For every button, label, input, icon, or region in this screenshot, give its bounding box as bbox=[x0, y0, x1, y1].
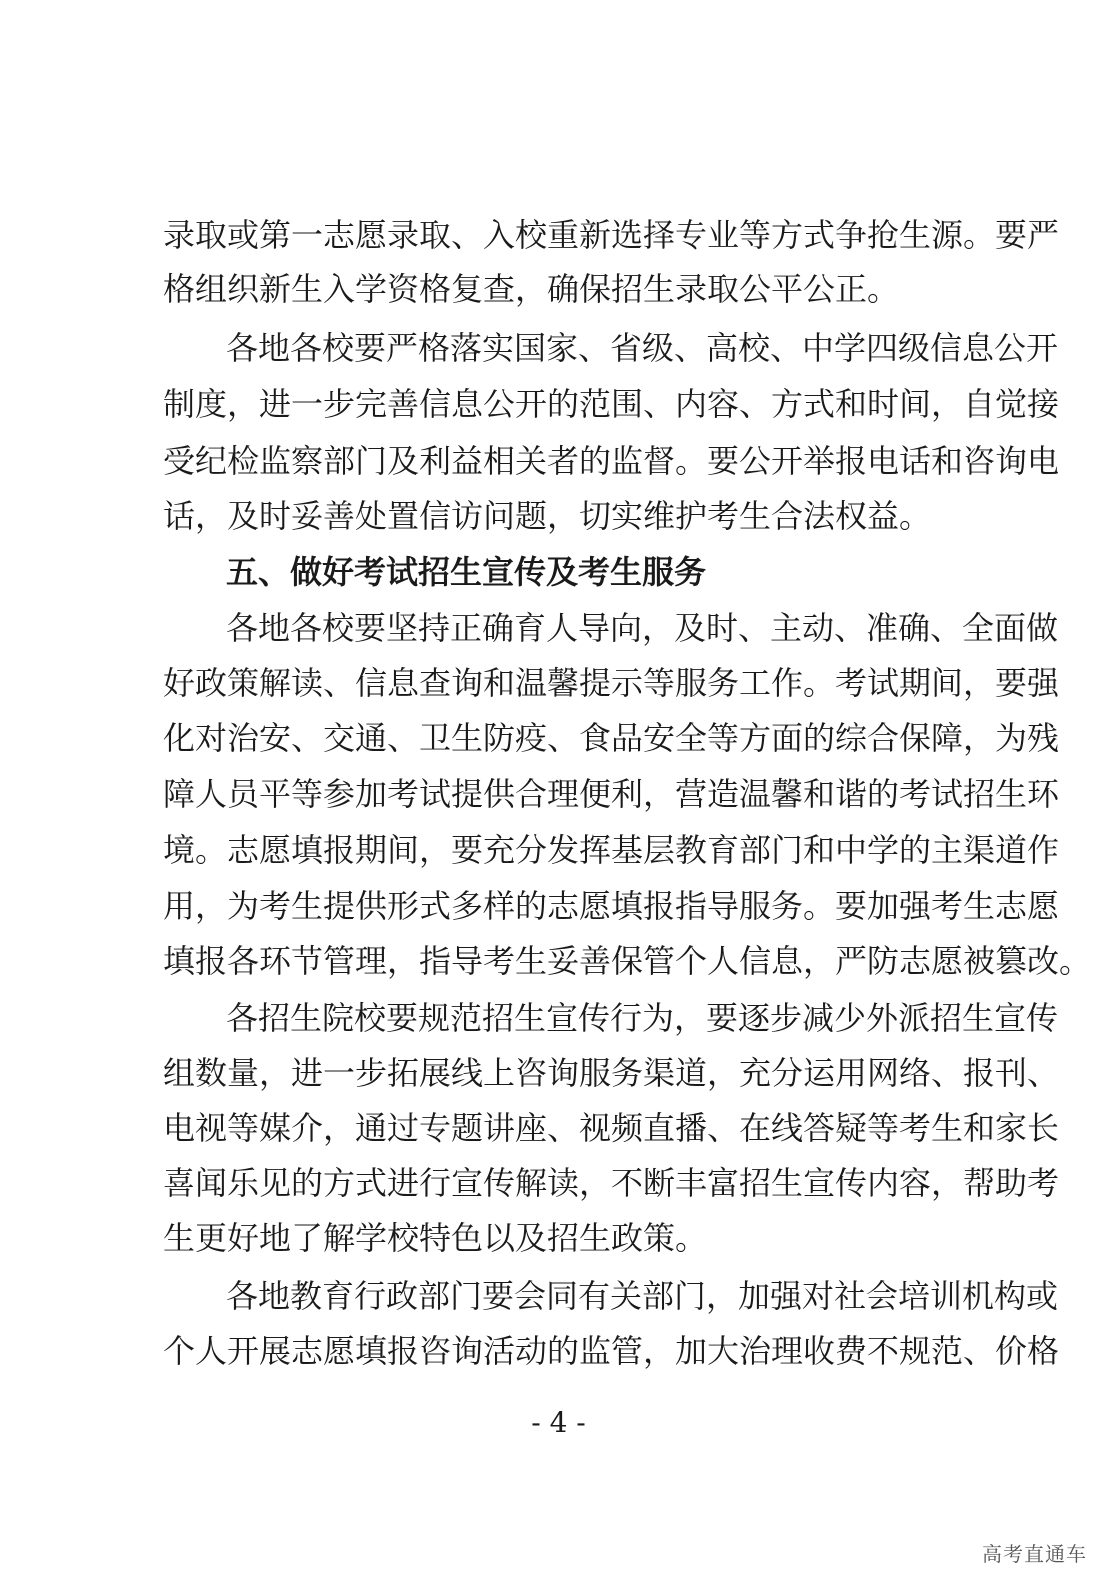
section-heading: 五、做好考试招生宣传及考生服务 bbox=[226, 553, 707, 591]
body-text-line: 各地各校要坚持正确育人导向，及时、主动、准确、全面做 bbox=[226, 609, 1059, 647]
body-text-line: 填报各环节管理，指导考生妥善保管个人信息，严防志愿被篡改。 bbox=[163, 942, 1092, 980]
body-text-line: 喜闻乐见的方式进行宣传解读，不断丰富招生宣传内容，帮助考 bbox=[163, 1164, 1060, 1202]
watermark: 高考直通车 bbox=[982, 1542, 1087, 1566]
body-text-line: 个人开展志愿填报咨询活动的监管，加大治理收费不规范、价格 bbox=[163, 1332, 1060, 1370]
page-number: - 4 - bbox=[531, 1406, 586, 1439]
body-text-line: 录取或第一志愿录取、入校重新选择专业等方式争抢生源。要严 bbox=[163, 216, 1060, 254]
body-text-line: 话，及时妥善处置信访问题，切实维护考生合法权益。 bbox=[163, 497, 932, 535]
body-text-line: 各地各校要严格落实国家、省级、高校、中学四级信息公开 bbox=[226, 329, 1059, 367]
body-text-line: 制度，进一步完善信息公开的范围、内容、方式和时间，自觉接 bbox=[163, 385, 1060, 423]
body-text-line: 格组织新生入学资格复查，确保招生录取公平公正。 bbox=[163, 270, 900, 308]
body-text-line: 障人员平等参加考试提供合理便利，营造温馨和谐的考试招生环 bbox=[163, 775, 1060, 813]
body-text-line: 受纪检监察部门及利益相关者的监督。要公开举报电话和咨询电 bbox=[163, 442, 1060, 480]
body-text-line: 好政策解读、信息查询和温馨提示等服务工作。考试期间，要强 bbox=[163, 664, 1060, 702]
body-text-line: 化对治安、交通、卫生防疫、食品安全等方面的综合保障，为残 bbox=[163, 719, 1060, 757]
body-text-line: 电视等媒介，通过专题讲座、视频直播、在线答疑等考生和家长 bbox=[163, 1109, 1060, 1147]
body-text-line: 境。志愿填报期间，要充分发挥基层教育部门和中学的主渠道作 bbox=[163, 831, 1060, 869]
body-text-line: 各地教育行政部门要会同有关部门，加强对社会培训机构或 bbox=[226, 1277, 1059, 1315]
body-text-line: 用，为考生提供形式多样的志愿填报指导服务。要加强考生志愿 bbox=[163, 887, 1060, 925]
body-text-line: 各招生院校要规范招生宣传行为，要逐步减少外派招生宣传 bbox=[226, 999, 1059, 1037]
body-text-line: 生更好地了解学校特色以及招生政策。 bbox=[163, 1219, 708, 1257]
body-text-line: 组数量，进一步拓展线上咨询服务渠道，充分运用网络、报刊、 bbox=[163, 1054, 1060, 1092]
